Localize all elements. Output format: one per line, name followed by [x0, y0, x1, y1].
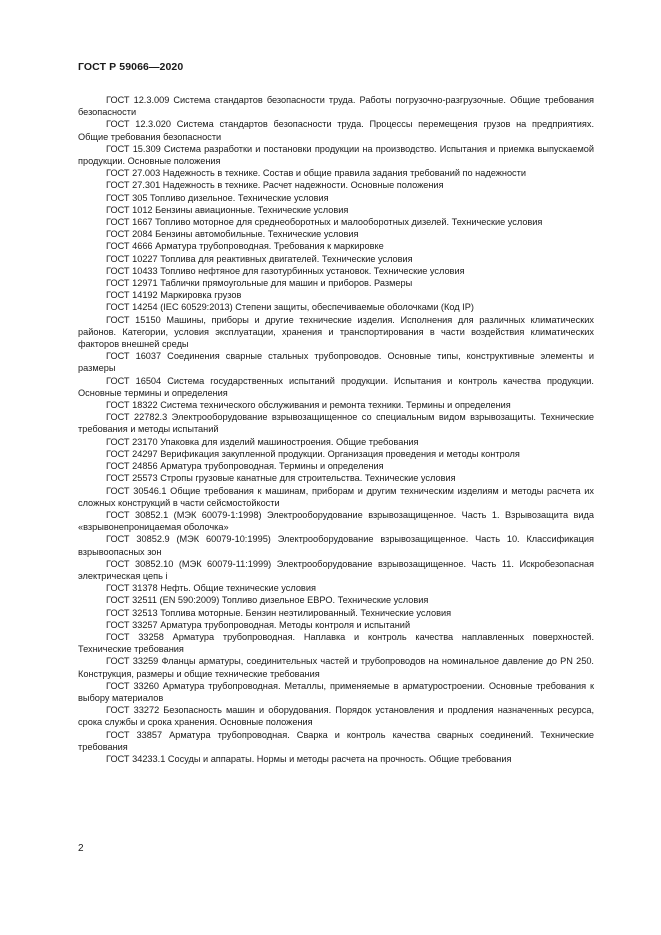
reference-item: ГОСТ 12.3.020 Система стандартов безопасности труда. Процессы перемещения грузов на предприятиях. Общие требования безопасности — [78, 119, 594, 142]
reference-item: ГОСТ 16504 Система государственных испытаний продукции. Испытания и контроль качества продукции. Основные термины и определения — [78, 375, 594, 398]
reference-item: ГОСТ 22782.3 Электрооборудование взрывозащищенное со специальным видом взрывозащиты. Технические требования и методы испытаний — [78, 412, 594, 435]
reference-item: ГОСТ 31378 Нефть. Общие технические условия — [106, 583, 316, 594]
reference-item: ГОСТ 30852.1 (МЭК 60079-1:1998) Электрооборудование взрывозащищенное. Часть 1. Взрывозащита вида «взрывонепроницаемая оболочка» — [78, 509, 594, 533]
reference-item: ГОСТ 33258 Арматура трубопроводная. Наплавка и контроль качества наплавленных поверхностей. Технические требования — [78, 631, 594, 655]
reference-item: ГОСТ 10433 Топливо нефтяное для газотурбинных установок. Технические условия — [106, 265, 465, 276]
reference-item: ГОСТ 27.003 Надежность в технике. Состав и общие правила задания требований по надежности — [106, 168, 526, 179]
document-header: ГОСТ Р 59066—2020 — [78, 61, 184, 73]
reference-item: ГОСТ 15150 Машины, приборы и другие технические изделия. Исполнения для различных климатических районов. Категории, условия эксплуатации, хранения и транспортирования в части воздействия климатических факторов внешней среды — [78, 314, 594, 350]
reference-item: ГОСТ 32511 (EN 590:2009) Топливо дизельное ЕВРО. Технические условия — [106, 595, 429, 606]
reference-item: ГОСТ 15.309 Система разработки и постановки продукции на производство. Испытания и приемка выпускаемой продукции. Основные положения — [78, 143, 594, 167]
normative-references-list — [78, 94, 594, 765]
reference-item: ГОСТ 10227 Топлива для реактивных двигателей. Технические условия — [106, 253, 413, 264]
reference-item: ГОСТ 27.301 Надежность в технике. Расчет надежности. Основные положения — [106, 180, 444, 191]
reference-item: ГОСТ 33260 Арматура трубопроводная. Металлы, применяемые в арматуростроении. Основные требования к выбору материалов — [78, 680, 594, 703]
reference-item: ГОСТ 25573 Стропы грузовые канатные для строительства. Технические условия — [106, 473, 456, 484]
reference-item: ГОСТ 24297 Верификация закупленной продукции. Организация проведения и методы контроля — [106, 448, 520, 459]
reference-item: ГОСТ 16037 Соединения сварные стальных трубопроводов. Основные типы, конструктивные элементы и размеры — [78, 351, 594, 374]
reference-item: ГОСТ 14192 Маркировка грузов — [106, 290, 242, 301]
reference-item: ГОСТ 2084 Бензины автомобильные. Технические условия — [106, 229, 359, 240]
reference-item: ГОСТ 1667 Топливо моторное для среднеоборотных и малооборотных дизелей. Технические условия — [106, 217, 543, 228]
reference-item: ГОСТ 4666 Арматура трубопроводная. Требования к маркировке — [106, 241, 384, 252]
reference-item: ГОСТ 12971 Таблички прямоугольные для машин и приборов. Размеры — [106, 278, 413, 289]
reference-item: ГОСТ 33857 Арматура трубопроводная. Сварка и контроль качества сварных соединений. Технические требования — [78, 729, 594, 752]
reference-item: ГОСТ 33272 Безопасность машин и оборудования. Порядок установления и продления назначенных ресурса, срока службы и срока хранения. Основные положения — [78, 705, 594, 728]
reference-item: ГОСТ 30852.9 (МЭК 60079-10:1995) Электрооборудование взрывозащищенное. Часть 10. Классификация взрывоопасных зон — [78, 534, 594, 557]
page-number: 2 — [78, 843, 84, 854]
reference-item: ГОСТ 33257 Арматура трубопроводная. Методы контроля и испытаний — [106, 619, 411, 630]
reference-item: ГОСТ 14254 (IEC 60529:2013) Степени защиты, обеспечиваемые оболочками (Код IP) — [106, 302, 474, 313]
reference-item: ГОСТ 32513 Топлива моторные. Бензин неэтилированный. Технические условия — [106, 607, 452, 618]
reference-item: ГОСТ 33259 Фланцы арматуры, соединительных частей и трубопроводов на номинальное давление до PN 250. Конструкция, размеры и общие технические требования — [78, 656, 594, 679]
reference-item: ГОСТ 12.3.009 Система стандартов безопасности труда. Работы погрузочно-разгрузочные. Общие требования безопасности — [78, 95, 594, 118]
reference-item: ГОСТ 18322 Система технического обслуживания и ремонта техники. Термины и определения — [106, 400, 511, 411]
reference-item: ГОСТ 24856 Арматура трубопроводная. Термины и определения — [106, 461, 384, 472]
reference-item: ГОСТ 30852.10 (МЭК 60079-11:1999) Электрооборудование взрывозащищенное. Часть 11. Искробезопасная электрическая цепь i — [78, 558, 594, 581]
reference-item: ГОСТ 1012 Бензины авиационные. Технические условия — [106, 204, 349, 215]
reference-item: ГОСТ 23170 Упаковка для изделий машиностроения. Общие требования — [106, 436, 419, 447]
reference-item: ГОСТ 34233.1 Сосуды и аппараты. Нормы и методы расчета на прочность. Общие требования — [106, 753, 512, 764]
reference-item: ГОСТ 305 Топливо дизельное. Технические условия — [106, 192, 329, 203]
reference-item: ГОСТ 30546.1 Общие требования к машинам, приборам и другим техническим изделиям и методы расчета их сложных конструкций в части сейсмостойкости — [78, 485, 594, 508]
